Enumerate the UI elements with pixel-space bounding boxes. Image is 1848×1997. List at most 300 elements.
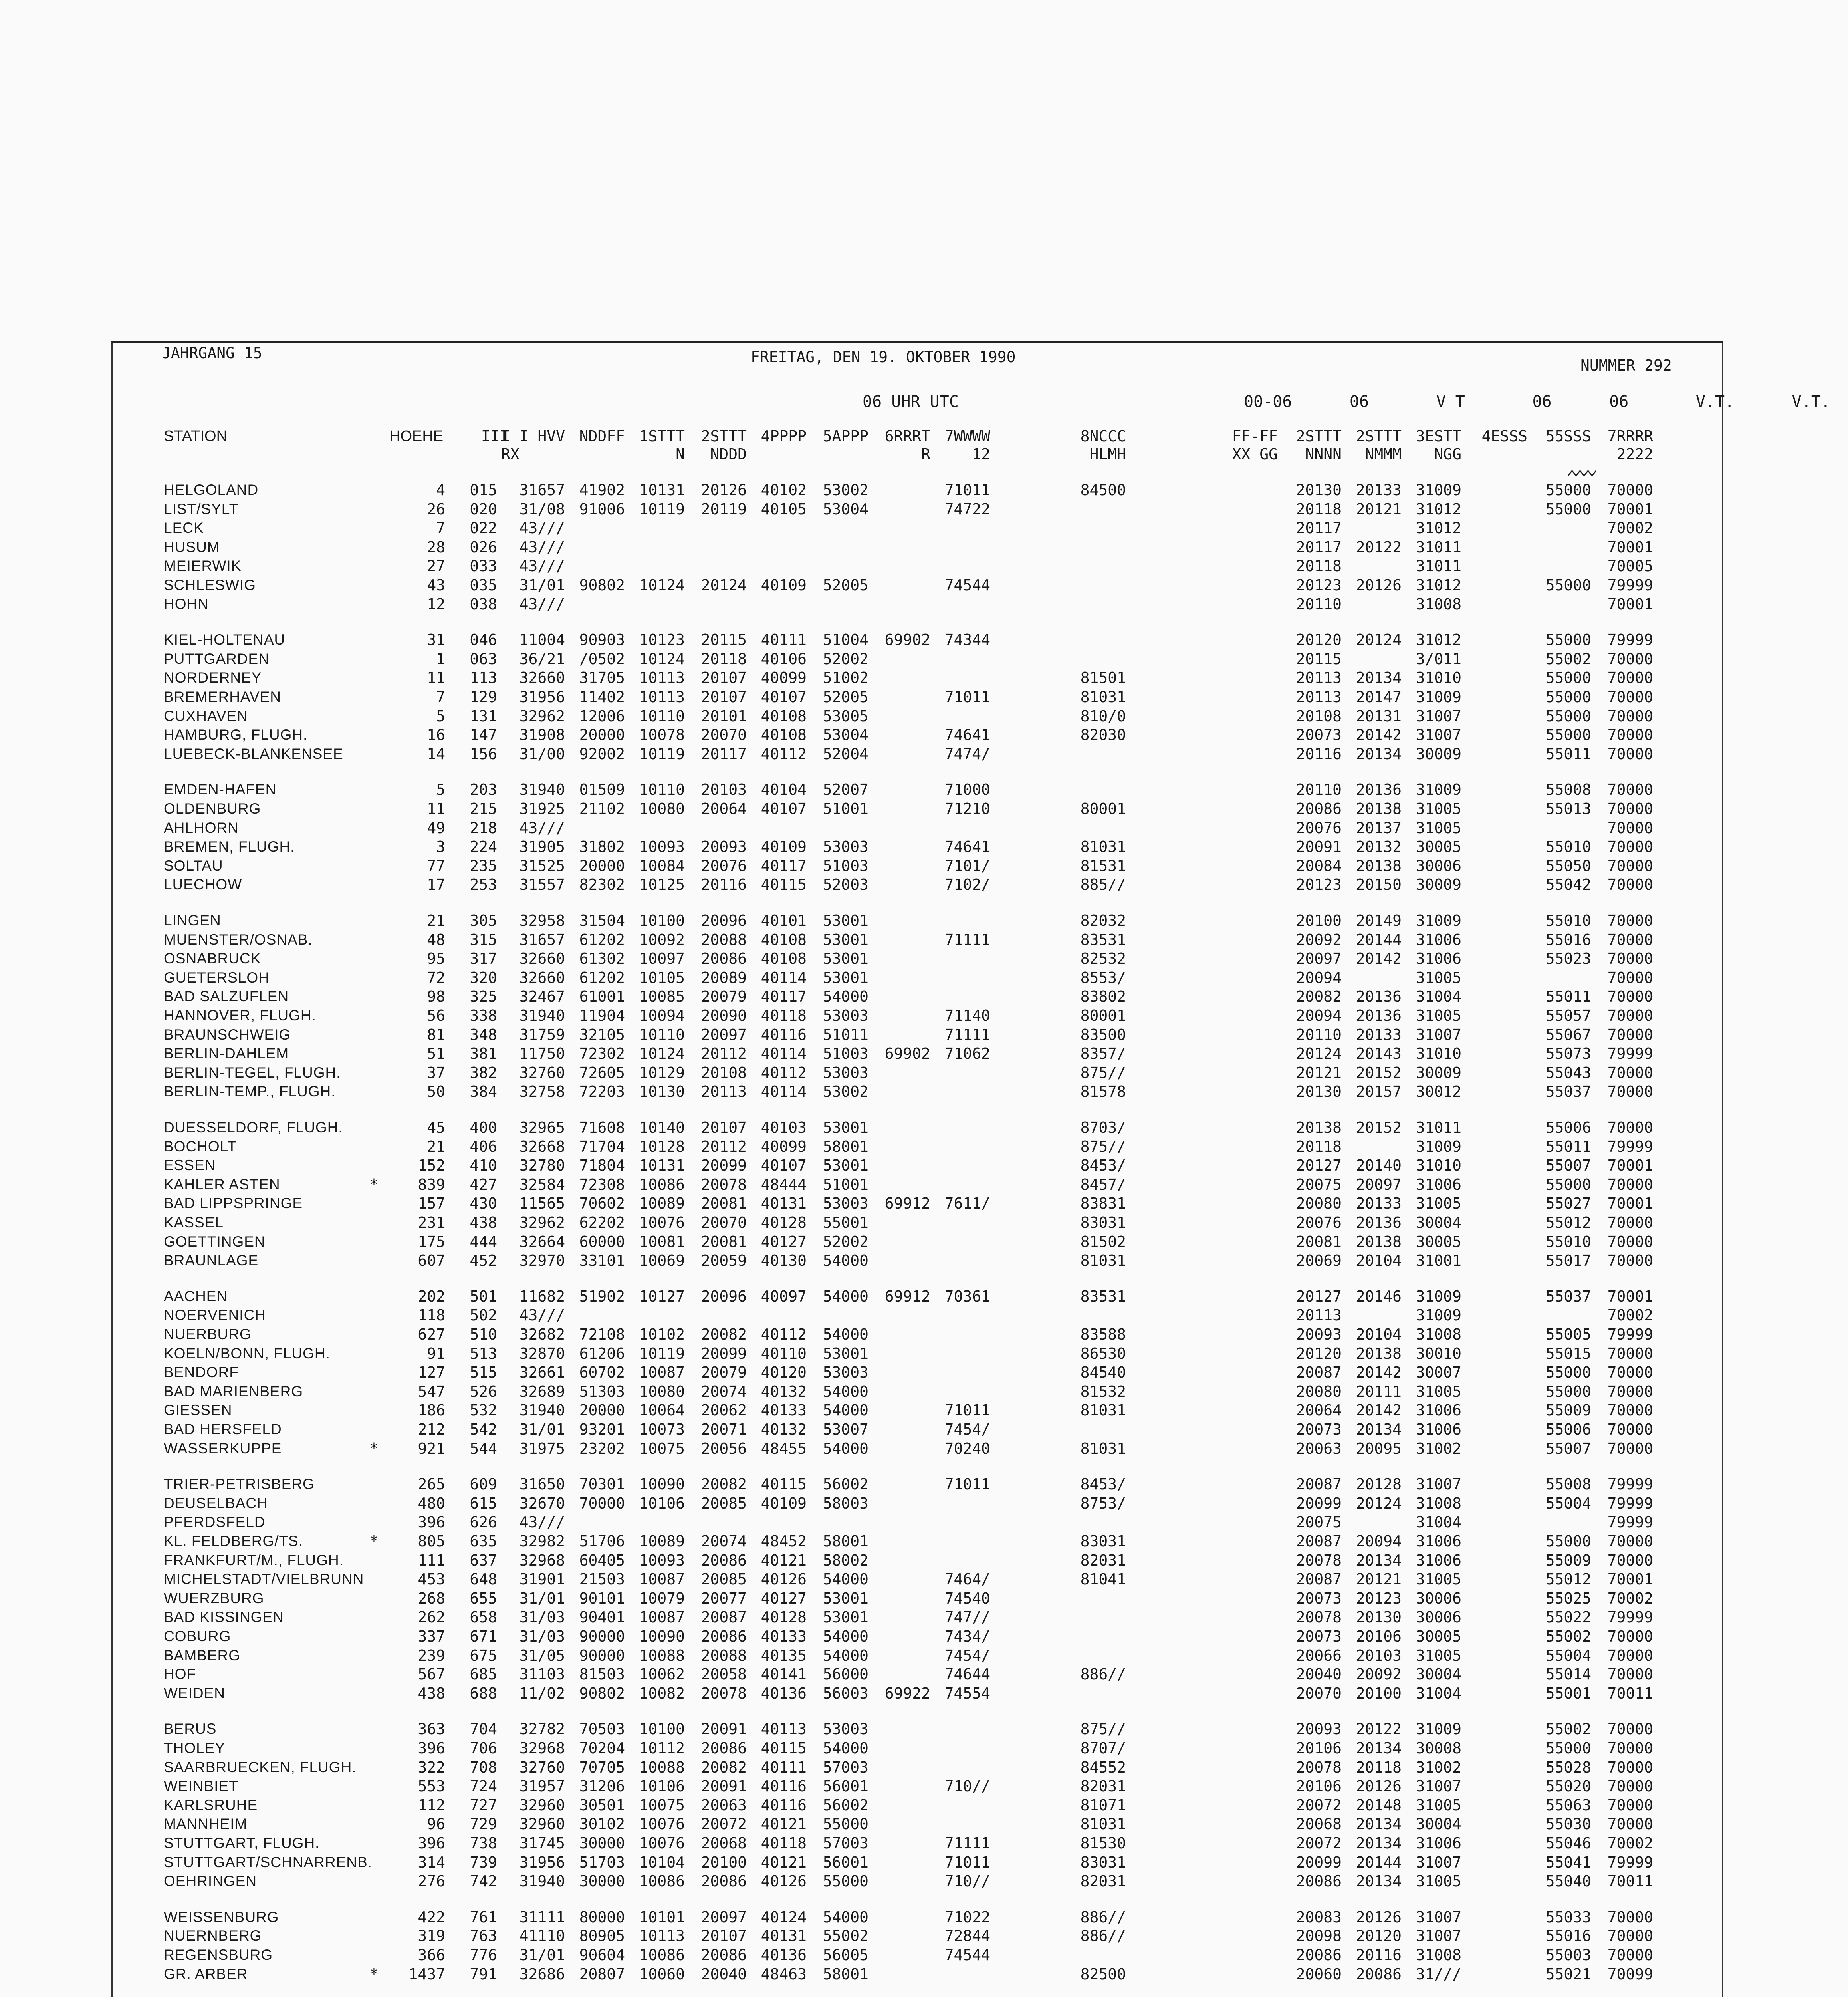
cell-6: 20108	[701, 1064, 747, 1082]
cell-13: 20076	[1296, 1214, 1342, 1231]
cell-15: 31008	[1416, 1946, 1461, 1964]
cell-4: 80905	[579, 1927, 625, 1945]
cell-7: 40118	[761, 1007, 807, 1024]
cell-6: 20100	[701, 1854, 747, 1871]
station-name: LIST/SYLT	[164, 501, 239, 517]
cell-6: 20097	[701, 1026, 747, 1044]
cell-6: 20086	[701, 1946, 747, 1964]
cell-14: 20092	[1356, 1665, 1402, 1683]
cell-7: 40131	[761, 1927, 807, 1945]
station-name: EMDEN-HAFEN	[164, 781, 277, 798]
cell-10: 71140	[944, 1007, 990, 1024]
cell-18: 79999	[1607, 1138, 1653, 1155]
cell-10: 71000	[944, 781, 990, 798]
station-row	[0, 837, 1848, 856]
cell-8: 52002	[823, 1233, 868, 1251]
cell-18: 79999	[1607, 1513, 1653, 1531]
cell-18: 70000	[1607, 1421, 1653, 1438]
station-name: WEIDEN	[164, 1685, 225, 1701]
cell-13: 20106	[1296, 1777, 1342, 1795]
cell-3: 32982	[519, 1532, 565, 1550]
cell-8: 53002	[823, 481, 868, 499]
col-c3: 1STTT	[639, 427, 685, 445]
cell-14: 20134	[1356, 1739, 1402, 1757]
cell-8: 55000	[823, 1815, 868, 1833]
cell-2: 131	[470, 707, 497, 725]
cell-11: 81530	[1080, 1834, 1126, 1852]
cell-6: 20119	[701, 500, 747, 518]
cell-7: 40124	[761, 1908, 807, 1926]
col-c10: FF-FF	[1232, 427, 1278, 445]
cell-18: 70000	[1607, 988, 1653, 1005]
cell-18: 70000	[1607, 931, 1653, 949]
station-name: THOLEY	[164, 1740, 226, 1756]
cell-17: 55009	[1545, 1552, 1591, 1569]
cell-17: 55015	[1545, 1345, 1591, 1362]
cell-15: 31005	[1416, 819, 1461, 837]
cell-1: 314	[418, 1854, 445, 1871]
cell-6: 20091	[701, 1777, 747, 1795]
cell-14: 20116	[1356, 1946, 1402, 1964]
cell-11: 8553/	[1080, 969, 1126, 987]
cell-1: 547	[418, 1383, 445, 1400]
cell-14: 20136	[1356, 988, 1402, 1005]
cell-2: 763	[470, 1927, 497, 1945]
cell-18: 70000	[1607, 1815, 1653, 1833]
col-c3-sub: N	[676, 445, 685, 463]
cell-5: 10127	[639, 1288, 685, 1305]
cell-4: 61001	[579, 988, 625, 1005]
cell-9: 69902	[884, 1045, 930, 1062]
station-row	[0, 1796, 1848, 1815]
cell-5: 10080	[639, 800, 685, 818]
cell-8: 57003	[823, 1759, 868, 1776]
cell-4: 72605	[579, 1064, 625, 1082]
cell-13: 20099	[1296, 1495, 1342, 1512]
cell-4: 90802	[579, 1685, 625, 1702]
cell-1: 112	[418, 1797, 445, 1814]
cell-14: 20149	[1356, 912, 1402, 929]
cell-4: 60405	[579, 1552, 625, 1569]
cell-7: 40121	[761, 1552, 807, 1569]
station-name: HAMBURG, FLUGH.	[164, 727, 308, 743]
cell-1: 480	[418, 1495, 445, 1512]
cell-13: 20117	[1296, 519, 1342, 537]
cell-13: 20110	[1296, 781, 1342, 798]
cell-5: 10086	[639, 1946, 685, 1964]
cell-8: 54000	[823, 1739, 868, 1757]
cell-10: 74344	[944, 631, 990, 649]
cell-13: 20118	[1296, 1138, 1342, 1155]
cell-7: 40097	[761, 1288, 807, 1305]
cell-14: 20111	[1356, 1383, 1402, 1400]
cell-2: 761	[470, 1908, 497, 1926]
cell-15: 31009	[1416, 1288, 1461, 1305]
cell-5: 10087	[639, 1570, 685, 1588]
cell-13: 20113	[1296, 1306, 1342, 1324]
cell-1: 438	[418, 1685, 445, 1702]
col-c16-sub: 2222	[1616, 445, 1653, 463]
cell-17: 55012	[1545, 1570, 1591, 1588]
cell-18: 70000	[1607, 1064, 1653, 1082]
cell-11: 81031	[1080, 1252, 1126, 1269]
station-name: BREMEN, FLUGH.	[164, 838, 295, 855]
cell-6: 20086	[701, 1739, 747, 1757]
cell-6: 20118	[701, 650, 747, 668]
cell-13: 20082	[1296, 988, 1342, 1005]
cell-13: 20068	[1296, 1815, 1342, 1833]
cell-6: 20096	[701, 912, 747, 929]
cell-3: 31103	[519, 1665, 565, 1683]
cell-2: 776	[470, 1946, 497, 1964]
cell-1: 48	[427, 931, 445, 949]
cell-4: 51303	[579, 1383, 625, 1400]
cell-18: 70001	[1607, 1195, 1653, 1212]
cell-13: 20093	[1296, 1326, 1342, 1343]
cell-13: 20087	[1296, 1570, 1342, 1588]
cell-17: 55007	[1545, 1157, 1591, 1174]
station-row	[0, 949, 1848, 968]
cell-17: 55000	[1545, 481, 1591, 499]
cell-15: 31007	[1416, 1908, 1461, 1926]
station-name: MEIERWIK	[164, 558, 242, 574]
cell-2: 020	[470, 500, 497, 518]
cell-8: 53004	[823, 726, 868, 744]
cell-14: 20148	[1356, 1797, 1402, 1814]
col-c16: 7RRRR	[1607, 427, 1653, 445]
cell-14: 20138	[1356, 1233, 1402, 1251]
cell-3: 31/00	[519, 745, 565, 763]
cell-13: 20108	[1296, 707, 1342, 725]
cell-15: 31002	[1416, 1440, 1461, 1457]
cell-4: 90802	[579, 576, 625, 594]
cell-18: 70000	[1607, 912, 1653, 929]
cell-10: 71011	[944, 481, 990, 499]
station-name: HOF	[164, 1666, 196, 1682]
station-name: SCHLESWIG	[164, 577, 256, 593]
cell-1: 3	[436, 838, 445, 856]
cell-18: 70002	[1607, 1590, 1653, 1607]
cell-11: 8703/	[1080, 1119, 1126, 1136]
cell-4: 70602	[579, 1195, 625, 1212]
cell-3: 32780	[519, 1157, 565, 1174]
cell-8: 53001	[823, 1590, 868, 1607]
cell-14: 20106	[1356, 1628, 1402, 1645]
cell-8: 54000	[823, 1326, 868, 1343]
cell-6: 20103	[701, 781, 747, 798]
cell-11: 81531	[1080, 857, 1126, 875]
cell-6: 20113	[701, 1083, 747, 1100]
station-row	[0, 500, 1848, 519]
cell-7: 40128	[761, 1214, 807, 1231]
cell-17: 55011	[1545, 1138, 1591, 1155]
cell-3: 32664	[519, 1233, 565, 1251]
cell-15: 3/011	[1416, 650, 1461, 668]
cell-18: 70000	[1607, 969, 1653, 987]
cell-18: 70002	[1607, 519, 1653, 537]
cell-15: 30009	[1416, 876, 1461, 893]
cell-2: 635	[470, 1532, 497, 1550]
cell-17: 55011	[1545, 988, 1591, 1005]
cell-15: 30009	[1416, 1064, 1461, 1082]
cell-13: 20094	[1296, 1007, 1342, 1024]
cell-5: 10089	[639, 1195, 685, 1212]
cell-3: 32960	[519, 1797, 565, 1814]
cell-2: 325	[470, 988, 497, 1005]
cell-10: 7611/	[944, 1195, 990, 1212]
cell-15: 31008	[1416, 1495, 1461, 1512]
cell-18: 70000	[1607, 838, 1653, 856]
cell-2: 156	[470, 745, 497, 763]
cell-3: 31940	[519, 1007, 565, 1024]
cell-15: 30004	[1416, 1815, 1461, 1833]
cell-18: 70001	[1607, 1570, 1653, 1588]
station-row	[0, 595, 1848, 614]
cell-18: 70000	[1607, 1083, 1653, 1100]
cell-3: 31111	[519, 1908, 565, 1926]
station-name: OLDENBURG	[164, 800, 261, 817]
col-c9-sub: HLMH	[1089, 445, 1126, 463]
cell-3: 32782	[519, 1720, 565, 1738]
station-row	[0, 968, 1848, 987]
cell-1: 262	[418, 1608, 445, 1626]
cell-17: 55000	[1545, 1532, 1591, 1550]
cell-4: 70705	[579, 1759, 625, 1776]
cell-18: 70000	[1607, 650, 1653, 668]
station-name: BAD HERSFELD	[164, 1421, 282, 1437]
cell-10: 71011	[944, 1401, 990, 1419]
cell-5: 10087	[639, 1608, 685, 1626]
cell-3: 31/03	[519, 1608, 565, 1626]
cell-17: 55041	[1545, 1854, 1591, 1871]
cell-3: 11565	[519, 1195, 565, 1212]
cell-8: 56002	[823, 1475, 868, 1493]
cell-10: 71111	[944, 1026, 990, 1044]
cell-5: 10097	[639, 950, 685, 967]
cell-17: 55000	[1545, 669, 1591, 687]
cell-3: 43///	[519, 1513, 565, 1531]
cell-18: 70000	[1607, 1739, 1653, 1757]
cell-1: 7	[436, 519, 445, 537]
station-name: FRANKFURT/M., FLUGH.	[164, 1552, 344, 1568]
cell-6: 20088	[701, 1647, 747, 1664]
cell-7: 48444	[761, 1176, 807, 1193]
station-row	[0, 1063, 1848, 1082]
cell-6: 20062	[701, 1401, 747, 1419]
cell-2: 501	[470, 1288, 497, 1305]
cell-3: 32682	[519, 1326, 565, 1343]
cell-1: 111	[418, 1552, 445, 1569]
station-row	[0, 856, 1848, 875]
station-name: NUERNBERG	[164, 1928, 262, 1944]
cell-4: 72108	[579, 1326, 625, 1343]
cell-3: 31/01	[519, 1590, 565, 1607]
cell-13: 20040	[1296, 1665, 1342, 1683]
cell-1: 422	[418, 1908, 445, 1926]
cell-15: 31009	[1416, 1720, 1461, 1738]
cell-7: 40120	[761, 1364, 807, 1381]
cell-8: 58001	[823, 1532, 868, 1550]
cell-1: 5	[436, 707, 445, 725]
cell-18: 70002	[1607, 1834, 1653, 1852]
cell-4: 20807	[579, 1965, 625, 1983]
cell-11: 82500	[1080, 1965, 1126, 1983]
cell-5: 10113	[639, 1927, 685, 1945]
cell-4: 51703	[579, 1854, 625, 1871]
cell-5: 10086	[639, 1176, 685, 1193]
cell-7: 40114	[761, 1083, 807, 1100]
cell-17: 55000	[1545, 631, 1591, 649]
cell-17: 55028	[1545, 1759, 1591, 1776]
cell-13: 20078	[1296, 1608, 1342, 1626]
cell-5: 10129	[639, 1064, 685, 1082]
cell-6: 20081	[701, 1233, 747, 1251]
station-row	[0, 725, 1848, 744]
cell-8: 53003	[823, 1364, 868, 1381]
cell-10: 74641	[944, 726, 990, 744]
cell-15: 30012	[1416, 1083, 1461, 1100]
issue-year: JAHRGANG 15	[162, 344, 262, 362]
cell-6: 20070	[701, 726, 747, 744]
cell-11: 8457/	[1080, 1176, 1126, 1193]
issue-number: NUMMER 292	[1580, 357, 1672, 374]
cell-6: 20097	[701, 1908, 747, 1926]
cell-7: 40102	[761, 481, 807, 499]
cell-14: 20133	[1356, 481, 1402, 499]
cell-1: 95	[427, 950, 445, 967]
cell-3: 32962	[519, 707, 565, 725]
cell-8: 52002	[823, 650, 868, 668]
cell-5: 10125	[639, 876, 685, 893]
cell-13: 20100	[1296, 912, 1342, 929]
cell-14: 20134	[1356, 1552, 1402, 1569]
col-c10-sub: XX GG	[1232, 445, 1278, 463]
cell-1: 4	[436, 481, 445, 499]
cell-14: 20138	[1356, 800, 1402, 818]
cell-14: 20123	[1356, 1590, 1402, 1607]
cell-2: 637	[470, 1552, 497, 1569]
cell-15: 31005	[1416, 1647, 1461, 1664]
cell-13: 20120	[1296, 631, 1342, 649]
cell-7: 40133	[761, 1628, 807, 1645]
cell-7: 40110	[761, 1345, 807, 1362]
cell-11: 86530	[1080, 1345, 1126, 1362]
cell-13: 20094	[1296, 969, 1342, 987]
station-name: BERLIN-DAHLEM	[164, 1045, 289, 1062]
cell-17: 55013	[1545, 800, 1591, 818]
station-row	[0, 1325, 1848, 1344]
cell-17: 55030	[1545, 1815, 1591, 1833]
cell-7: 40109	[761, 576, 807, 594]
cell-11: 83831	[1080, 1195, 1126, 1212]
cell-18: 70000	[1607, 1777, 1653, 1795]
cell-3: 31759	[519, 1026, 565, 1044]
cell-10: 7474/	[944, 745, 990, 763]
cell-14: 20104	[1356, 1252, 1402, 1269]
station-row	[0, 1025, 1848, 1044]
col-c12-sub: NMMM	[1365, 445, 1402, 463]
cell-13: 20086	[1296, 1872, 1342, 1890]
cell-17: 55007	[1545, 1440, 1591, 1457]
station-name: WUERZBURG	[164, 1590, 264, 1606]
cell-2: 688	[470, 1685, 497, 1702]
cell-7: 40115	[761, 876, 807, 893]
cell-8: 56001	[823, 1854, 868, 1871]
cell-14: 20094	[1356, 1532, 1402, 1550]
cell-11: 83588	[1080, 1326, 1126, 1343]
cell-2: 035	[470, 576, 497, 594]
col-c6: 5APPP	[823, 427, 868, 445]
cell-7: 40112	[761, 1064, 807, 1082]
cell-4: 01509	[579, 781, 625, 798]
cell-2: 739	[470, 1854, 497, 1871]
cell-4: 11402	[579, 688, 625, 706]
cell-14: 20122	[1356, 538, 1402, 556]
cell-10: 7102/	[944, 876, 990, 893]
cell-13: 20091	[1296, 838, 1342, 856]
cell-11: 81031	[1080, 688, 1126, 706]
cell-11: 82031	[1080, 1552, 1126, 1569]
mountain-station-mark: *	[369, 1440, 379, 1457]
cell-14: 20144	[1356, 931, 1402, 949]
cell-8: 58003	[823, 1495, 868, 1512]
cell-15: 31009	[1416, 1138, 1461, 1155]
cell-4: 70000	[579, 1495, 625, 1512]
station-name: BAD LIPPSPRINGE	[164, 1195, 303, 1211]
cell-3: 36/21	[519, 650, 565, 668]
cell-7: 40107	[761, 1157, 807, 1174]
cell-18: 70000	[1607, 1797, 1653, 1814]
cell-18: 70000	[1607, 857, 1653, 875]
cell-8: 54000	[823, 1401, 868, 1419]
cell-4: 90903	[579, 631, 625, 649]
col-c12: 2STTT	[1356, 427, 1402, 445]
cell-14: 20128	[1356, 1475, 1402, 1493]
cell-11: 8453/	[1080, 1475, 1126, 1493]
col-c13-sub: NGG	[1434, 445, 1461, 463]
cell-5: 10069	[639, 1252, 685, 1269]
cell-3: 32668	[519, 1138, 565, 1155]
cell-5: 10080	[639, 1383, 685, 1400]
station-row	[0, 1834, 1848, 1853]
cell-7: 40111	[761, 1759, 807, 1776]
cell-18: 70000	[1607, 800, 1653, 818]
cell-2: 515	[470, 1364, 497, 1381]
cell-17: 55006	[1545, 1421, 1591, 1438]
cell-13: 20098	[1296, 1927, 1342, 1945]
cell-3: 32965	[519, 1119, 565, 1136]
cell-13: 20080	[1296, 1195, 1342, 1212]
cell-15: 30004	[1416, 1665, 1461, 1683]
cell-8: 53001	[823, 1157, 868, 1174]
cell-4: 70204	[579, 1739, 625, 1757]
cell-6: 20074	[701, 1383, 747, 1400]
cell-13: 20110	[1296, 1026, 1342, 1044]
cell-13: 20127	[1296, 1288, 1342, 1305]
cell-11: 886//	[1080, 1908, 1126, 1926]
cell-6: 20077	[701, 1590, 747, 1607]
cell-7: 40099	[761, 1138, 807, 1155]
cell-17: 55042	[1545, 876, 1591, 893]
cell-8: 54000	[823, 1383, 868, 1400]
cell-5: 10088	[639, 1759, 685, 1776]
cell-4: 61202	[579, 931, 625, 949]
cell-13: 20087	[1296, 1364, 1342, 1381]
cell-8: 51001	[823, 1176, 868, 1193]
cell-3: 31557	[519, 876, 565, 893]
station-name: DUESSELDORF, FLUGH.	[164, 1119, 343, 1135]
cell-15: 31006	[1416, 1834, 1461, 1852]
